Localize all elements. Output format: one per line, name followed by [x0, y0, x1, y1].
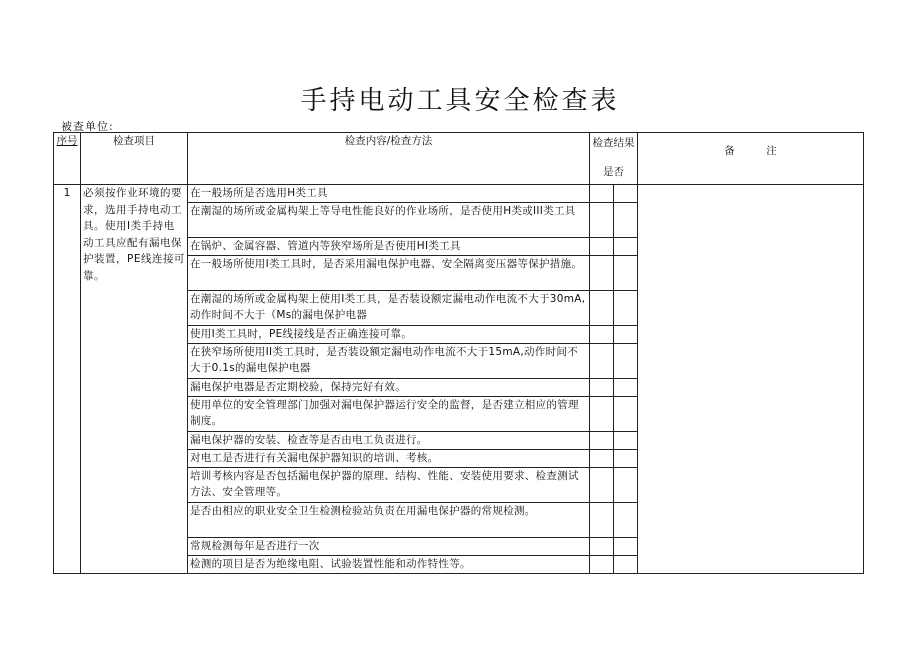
result-no-cell[interactable]	[614, 537, 638, 555]
result-yes-cell[interactable]	[590, 290, 614, 325]
check-item-text: 漏电保护电器是否定期校验，保持完好有效。	[188, 378, 590, 396]
result-no-cell[interactable]	[614, 343, 638, 378]
result-yes-cell[interactable]	[590, 449, 614, 467]
check-item-text: 在一般场所是否选用H类工具	[188, 185, 590, 203]
result-yes-cell[interactable]	[590, 537, 614, 555]
header-result	[590, 133, 638, 185]
group-seq: 1	[54, 185, 81, 574]
result-yes-cell[interactable]	[590, 502, 614, 537]
header-check-item: 检查项目	[81, 133, 188, 185]
table-row	[54, 185, 864, 203]
result-yes-cell[interactable]	[590, 467, 614, 502]
check-item-text: 是否由相应的职业安全卫生检测检验站负责在用漏电保护器的常规检测。	[188, 502, 590, 537]
result-yes-cell[interactable]	[590, 255, 614, 290]
result-no-cell[interactable]	[614, 378, 638, 396]
check-item-text: 漏电保护器的安装、检查等是否由电工负责进行。	[188, 431, 590, 449]
header-result-label: 检查结果	[592, 137, 635, 149]
result-yes-cell[interactable]	[590, 237, 614, 255]
header-row	[54, 133, 864, 185]
result-no-cell[interactable]	[614, 325, 638, 343]
result-yes-cell[interactable]	[590, 202, 614, 237]
result-no-cell[interactable]	[614, 255, 638, 290]
check-item-text: 培训考核内容是否包括漏电保护器的原理、结构、性能、安装使用要求、检查测试方法、安全管理等。	[188, 467, 590, 502]
result-yes-cell[interactable]	[590, 396, 614, 431]
result-yes-cell[interactable]	[590, 378, 614, 396]
result-no-cell[interactable]	[614, 502, 638, 537]
safety-checklist-table	[53, 132, 864, 574]
check-item-text: 常规检测每年是否进行一次	[188, 537, 590, 555]
result-no-cell[interactable]	[614, 449, 638, 467]
result-no-cell[interactable]	[614, 202, 638, 237]
document-title: 手持电动工具安全检查表	[300, 86, 620, 116]
result-no-cell[interactable]	[614, 290, 638, 325]
result-no-cell[interactable]	[614, 237, 638, 255]
result-yes-cell[interactable]	[590, 431, 614, 449]
result-no-cell[interactable]	[614, 396, 638, 431]
remarks-cell[interactable]	[638, 185, 864, 574]
result-yes-cell[interactable]	[590, 185, 614, 203]
result-no-cell[interactable]	[614, 555, 638, 573]
result-yes-cell[interactable]	[590, 325, 614, 343]
check-item-text: 在狭窄场所使用II类工具时，是否装设额定漏电动作电流不大于15mA,动作时间不大于0.1s的漏电保护电器	[188, 343, 590, 378]
inspected-unit-label: 被查单位:	[61, 120, 114, 133]
result-yes-cell[interactable]	[590, 343, 614, 378]
header-remarks: 备 注	[638, 133, 864, 185]
group-requirement: 必须按作业环境的要求，选用手持电动工具。使用I类手持电动工具应配有漏电保护装置，PE线连接可靠。	[81, 185, 188, 574]
result-no-cell[interactable]	[614, 467, 638, 502]
check-item-text: 使用单位的安全管理部门加强对漏电保护器运行安全的监督，是否建立相应的管理制度。	[188, 396, 590, 431]
check-item-text: 检测的项目是否为绝缘电阻、试验装置性能和动作特性等。	[188, 555, 590, 573]
result-yes-cell[interactable]	[590, 555, 614, 573]
check-item-text: 对电工是否进行有关漏电保护器知识的培训、考核。	[188, 449, 590, 467]
result-no-cell[interactable]	[614, 431, 638, 449]
result-no-cell[interactable]	[614, 185, 638, 203]
check-item-text: 在潮湿的场所或金属构架上等导电性能良好的作业场所，是否使用H类或III类工具	[188, 202, 590, 237]
header-result-sub: 是否	[603, 165, 624, 178]
check-item-text: 在潮湿的场所或金属构架上使用I类工具，是否装设额定漏电动作电流不大于30mA,动作时间不大于（Ms的漏电保护电器	[188, 290, 590, 325]
check-item-text: 在一般场所使用I类工具时，是否采用漏电保护电器、安全隔离变压器等保护措施。	[188, 255, 590, 290]
check-item-text: 使用I类工具时，PE线接线是否正确连接可靠。	[188, 325, 590, 343]
header-content-method: 检查内容/检查方法	[188, 133, 590, 185]
check-item-text: 在锅炉、金属容器、管道内等狭窄场所是否使用HI类工具	[188, 237, 590, 255]
header-seq: 序号	[54, 133, 81, 185]
